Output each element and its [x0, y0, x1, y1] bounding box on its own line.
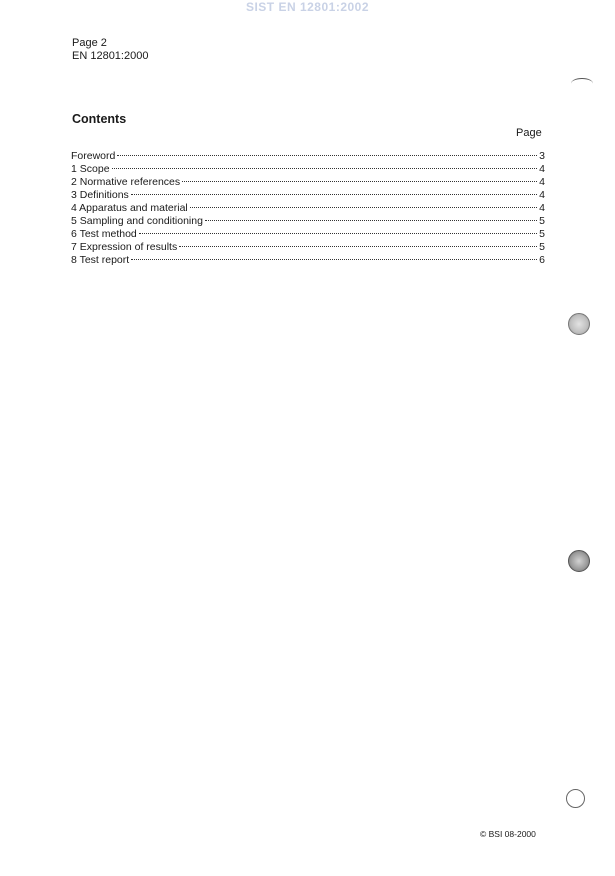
toc-leader-dots	[117, 155, 537, 156]
toc-entry-label: 6 Test method	[71, 228, 137, 240]
toc-leader-dots	[131, 194, 537, 195]
toc-entry-label: 5 Sampling and conditioning	[71, 215, 203, 227]
toc-entry-label: 8 Test report	[71, 254, 130, 266]
toc-leader-dots	[190, 207, 537, 208]
toc-entry[interactable]	[71, 241, 545, 254]
toc-entry[interactable]	[71, 176, 545, 189]
toc-entry-label: 1 Scope	[71, 163, 110, 175]
toc-entry[interactable]	[71, 189, 545, 202]
toc-entry[interactable]	[71, 228, 545, 241]
toc-entry-label: 3 Definitions	[71, 189, 129, 201]
toc-leader-dots	[139, 233, 537, 234]
contents-title: Contents	[72, 112, 127, 126]
punch-hole-mark	[568, 550, 590, 572]
toc-entry-page: 5	[539, 228, 545, 240]
punch-hole-mark	[568, 313, 590, 335]
page-number: Page 2	[72, 37, 107, 49]
toc-leader-dots	[131, 259, 537, 260]
toc-entry[interactable]	[71, 163, 545, 176]
table-of-contents	[71, 150, 545, 267]
toc-entry-page: 4	[539, 189, 545, 201]
toc-entry[interactable]	[71, 254, 545, 267]
toc-entry-page: 4	[539, 176, 545, 188]
toc-entry-page: 5	[539, 241, 545, 253]
toc-entry-page: 5	[539, 215, 545, 227]
toc-leader-dots	[112, 168, 538, 169]
toc-leader-dots	[179, 246, 537, 247]
toc-entry-label: 4 Apparatus and material	[71, 202, 188, 214]
toc-entry[interactable]	[71, 202, 545, 215]
toc-entry-page: 3	[539, 150, 545, 162]
toc-entry-page: 4	[539, 202, 545, 214]
toc-entry-label: 2 Normative references	[71, 176, 181, 188]
toc-entry-page: 4	[539, 163, 545, 175]
punch-hole-mark	[566, 789, 585, 808]
toc-leader-dots	[182, 181, 537, 182]
standard-number: EN 12801:2000	[72, 50, 149, 62]
toc-entry[interactable]	[71, 215, 545, 228]
toc-entry-page: 6	[539, 254, 545, 266]
toc-entry-label: Foreword	[71, 150, 116, 162]
toc-leader-dots	[205, 220, 537, 221]
page-header	[72, 37, 148, 63]
watermark: SIST EN 12801:2002	[245, 0, 370, 14]
copyright-footer: © BSI 08-2000	[480, 829, 536, 839]
toc-entry[interactable]	[71, 150, 545, 163]
toc-entry-label: 7 Expression of results	[71, 241, 178, 253]
page-column-label: Page	[516, 127, 542, 139]
staple-mark	[571, 78, 593, 89]
